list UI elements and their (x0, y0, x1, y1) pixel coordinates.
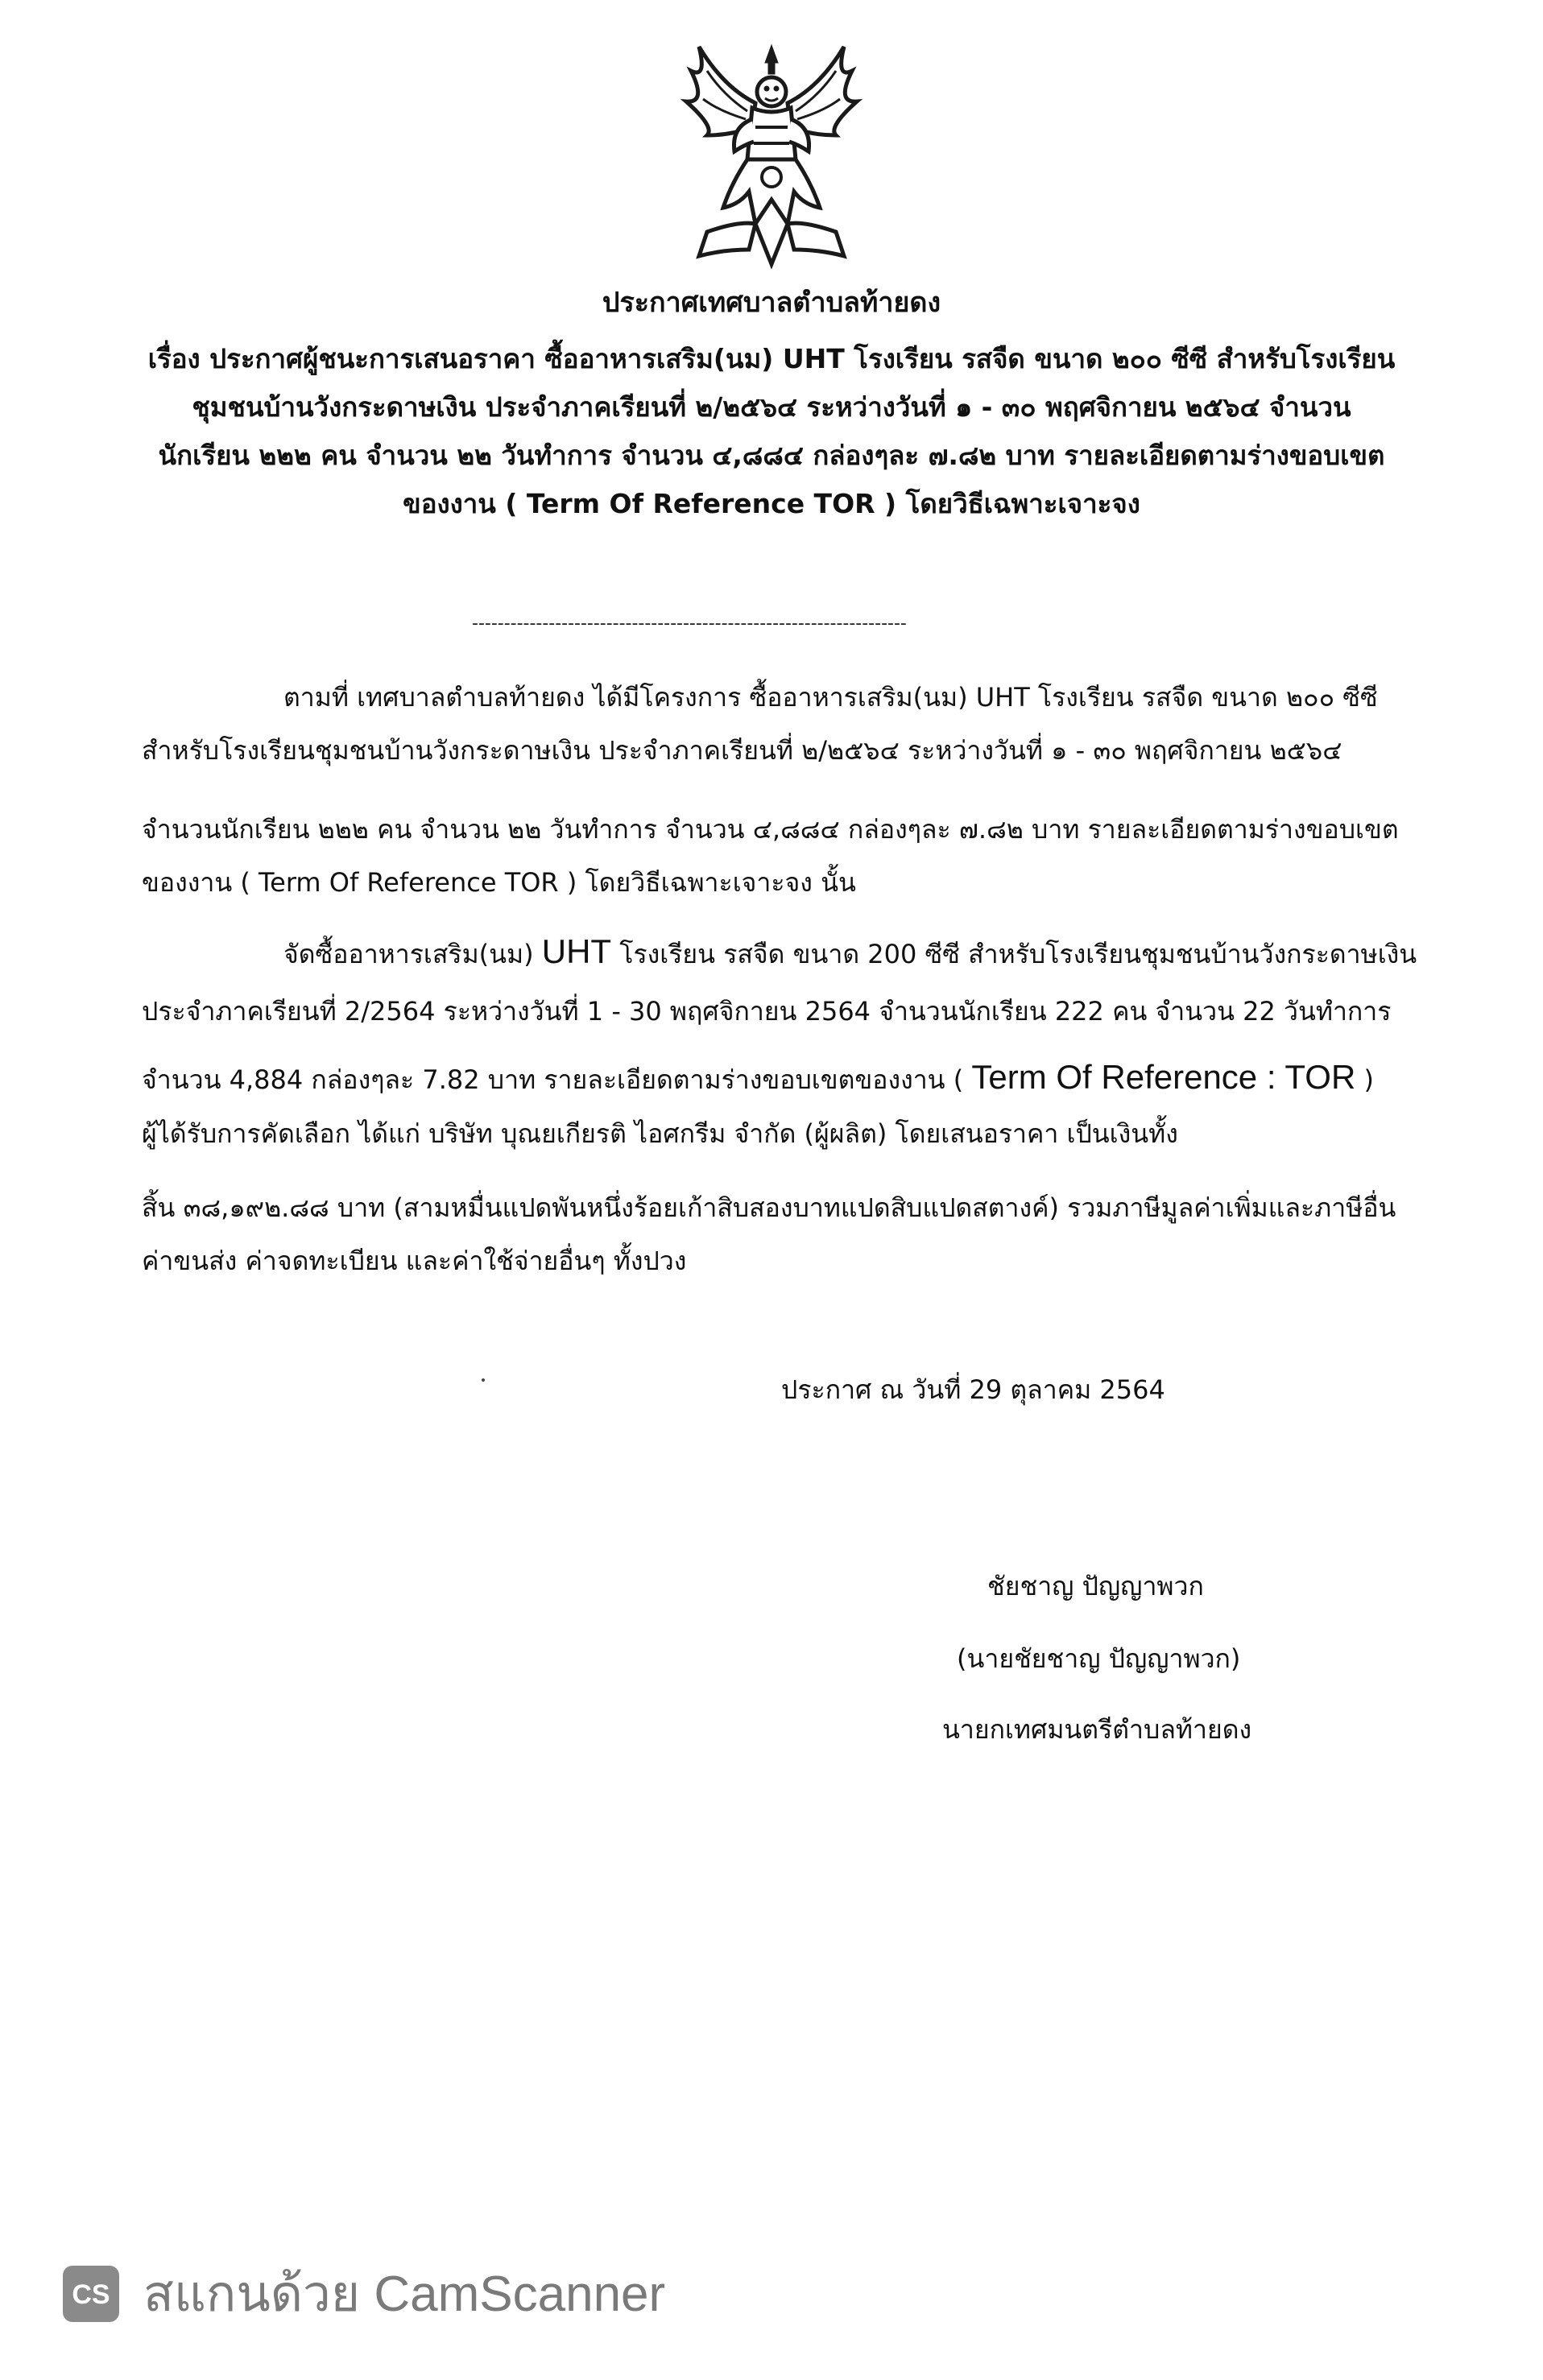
para1-line: ตามที่ เทศบาลตำบลท้ายดง ได้มีโครงการ ซื้ออาหารเสริม(นม) UHT โรงเรียน รสจืด ขนาด ๒๐๐ ซีซี (283, 682, 1378, 713)
para2-line: สิ้น ๓๘,๑๙๒.๘๘ บาท (สามหมื่นแปดพันหนึ่งร้อยเก้าสิบสองบาทแปดสิบแปดสตางค์) รวมภาษีมูลค่าเพิ่มและภาษีอื่น (142, 1192, 1396, 1223)
subject-line: ชุมชนบ้านวังกระดาษเงิน ประจำภาคเรียนที่ ๒/๒๕๖๔ ระหว่างวันที่ ๑ - ๓๐ พฤศจิกายน ๒๕๖๔ จำนวน (192, 391, 1351, 423)
para1-line: จำนวนนักเรียน ๒๒๒ คน จำนวน ๒๒ วันทำการ จำนวน ๔,๘๘๔ กล่องๆละ ๗.๘๒ บาท รายละเอียดตามร่างขอบเขต (142, 814, 1399, 845)
title-block (121, 282, 1422, 528)
para1-line: สำหรับโรงเรียนชุมชนบ้านวังกระดาษเงิน ประจำภาคเรียนที่ ๒/๒๕๖๔ ระหว่างวันที่ ๑ - ๓๐ พฤศจิกายน ๒๕๖๔ (142, 735, 1342, 766)
para2-line1-uht: UHT (541, 932, 612, 970)
para2-line (283, 932, 1417, 970)
subject-line: เรื่อง ประกาศผู้ชนะการเสนอราคา ซื้ออาหารเสริม(นม) UHT โรงเรียน รสจืด ขนาด ๒๐๐ ซีซี สำหรับโรงเรียน (147, 343, 1396, 374)
para2-line3-tor: Term Of Reference : TOR (971, 1058, 1356, 1096)
scan-speck (482, 1378, 485, 1382)
signatory-position: นายกเทศมนตรีตำบลท้ายดง (942, 1714, 1252, 1745)
separator-line: -------------------------------------------------------------------- (472, 614, 907, 634)
subject-line: ของงาน ( Term Of Reference TOR ) โดยวิธีเฉพาะเจาะจง (403, 488, 1140, 519)
para2-line3-a: จำนวน 4,884 กล่องๆละ 7.82 บาท รายละเอียดตามร่างขอบเขตของงาน ( (142, 1064, 964, 1095)
para2-line1-a: จัดซื้ออาหารเสริม(นม) (283, 939, 534, 969)
garuda-emblem (675, 39, 868, 272)
para2-line: ประจำภาคเรียนที่ 2/2564 ระหว่างวันที่ 1 - 30 พฤศจิกายน 2564 จำนวนนักเรียน 222 คน จำนวน 22 วันทำการ (142, 996, 1392, 1027)
signature-name: ชัยชาญ ปัญญาพวก (987, 1571, 1204, 1601)
watermark-text: สแกนด้วย CamScanner (143, 2266, 666, 2322)
camscanner-logo-icon (61, 2264, 121, 2324)
para2-line: ค่าขนส่ง ค่าจดทะเบียน และค่าใช้จ่ายอื่นๆ ทั้งปวง (142, 1246, 687, 1276)
announcement-date: ประกาศ ณ วันที่ 29 ตุลาคม 2564 (781, 1374, 1165, 1405)
org-title: ประกาศเทศบาลตำบลท้ายดง (602, 287, 941, 319)
para2-line: ผู้ได้รับการคัดเลือก ได้แก่ บริษัท บุณยเกียรติ ไอศกรีม จำกัด (ผู้ผลิต) โดยเสนอราคา เป็นเงินทั้ง (142, 1118, 1178, 1149)
subject-line: นักเรียน ๒๒๒ คน จำนวน ๒๒ วันทำการ จำนวน ๔,๘๘๔ กล่องๆละ ๗.๘๒ บาท รายละเอียดตามร่างขอบเขต (158, 440, 1385, 471)
para2-line1-b: โรงเรียน รสจืด ขนาด 200 ซีซี สำหรับโรงเรียนชุมชนบ้านวังกระดาษเงิน (619, 939, 1417, 969)
camscanner-watermark (61, 2254, 665, 2333)
signatory-full-name: (นายชัยชาญ ปัญญาพวก) (957, 1643, 1241, 1674)
para1-line: ของงาน ( Term Of Reference TOR ) โดยวิธีเฉพาะเจาะจง นั้น (142, 867, 856, 898)
para2-line3-b: ) (1363, 1064, 1374, 1095)
para2-line (142, 1058, 1374, 1096)
logo-text: CS (72, 2279, 110, 2310)
